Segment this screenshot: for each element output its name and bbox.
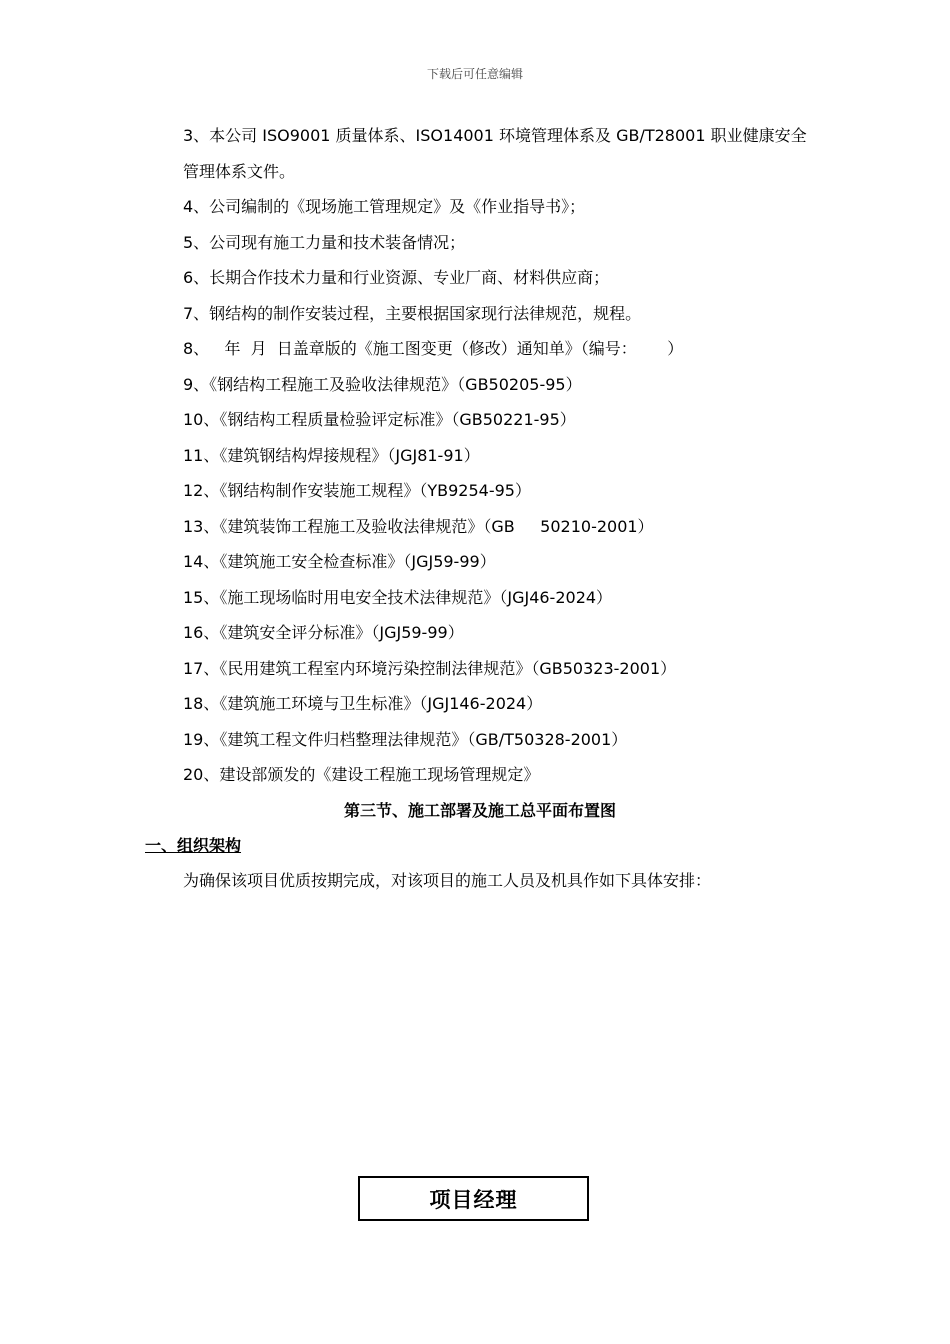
paragraph-item-13: 13、《建筑装饰工程施工及验收法律规范》（GB 50210-2001） <box>183 516 654 536</box>
paragraph-item-8: 8、 年 月 日盖章版的《施工图变更（修改）通知单》（编号： ） <box>183 339 684 358</box>
paragraph-item-3: 3、本公司 ISO9001 质量体系、ISO14001 环境管理体系及 GB/T28001 职业健康安全管理体系文件。 <box>183 126 807 181</box>
paragraph-item-12: 12、《钢结构制作安装施工规程》（YB9254-95） <box>183 481 531 500</box>
paragraph-item-5: 5、公司现有施工力量和技术装备情况； <box>183 232 466 252</box>
subheading-org-structure: 一、组织架构 <box>145 835 242 855</box>
paragraph-item-15: 15、《施工现场临时用电安全技术法律规范》（JGJ46-2024） <box>183 587 613 607</box>
paragraph-item-7: 7、钢结构的制作安装过程，主要根据国家现行法律规范，规程。 <box>183 303 642 323</box>
document-body <box>145 118 815 898</box>
paragraph-item-20: 20、建设部颁发的《建设工程施工现场管理规定》 <box>183 765 540 784</box>
paragraph-item-4: 4、公司编制的《现场施工管理规定》及《作业指导书》； <box>183 197 586 216</box>
section-title: 第三节、施工部署及施工总平面布置图 <box>343 800 616 820</box>
intro-paragraph: 为确保该项目优质按期完成，对该项目的施工人员及机具作如下具体安排： <box>183 870 712 890</box>
paragraph-item-10: 10、《钢结构工程质量检验评定标准》（GB50221-95） <box>183 410 576 429</box>
paragraph-item-14: 14、《建筑施工安全检查标准》（JGJ59-99） <box>183 552 496 571</box>
paragraph-item-6: 6、长期合作技术力量和行业资源、专业厂商、材料供应商； <box>183 268 610 287</box>
paragraph-item-18: 18、《建筑施工环境与卫生标准》（JGJ146-2024） <box>183 694 543 713</box>
paragraph-item-9: 9、《钢结构工程施工及验收法律规范》（GB50205-95） <box>183 374 582 394</box>
org-chart-box-label: 项目经理 <box>429 1187 518 1212</box>
paragraph-item-17: 17、《民用建筑工程室内环境污染控制法律规范》（GB50323-2001） <box>183 658 677 678</box>
paragraph-item-11: 11、《建筑钢结构焊接规程》（JGJ81-91） <box>183 445 480 465</box>
paragraph-item-19: 19、《建筑工程文件归档整理法律规范》（GB/T50328-2001） <box>183 729 628 749</box>
page-header: 下载后可任意编辑 <box>426 67 523 81</box>
org-chart-project-manager-box <box>358 1176 589 1221</box>
paragraph-item-16: 16、《建筑安全评分标准》（JGJ59-99） <box>183 623 464 642</box>
